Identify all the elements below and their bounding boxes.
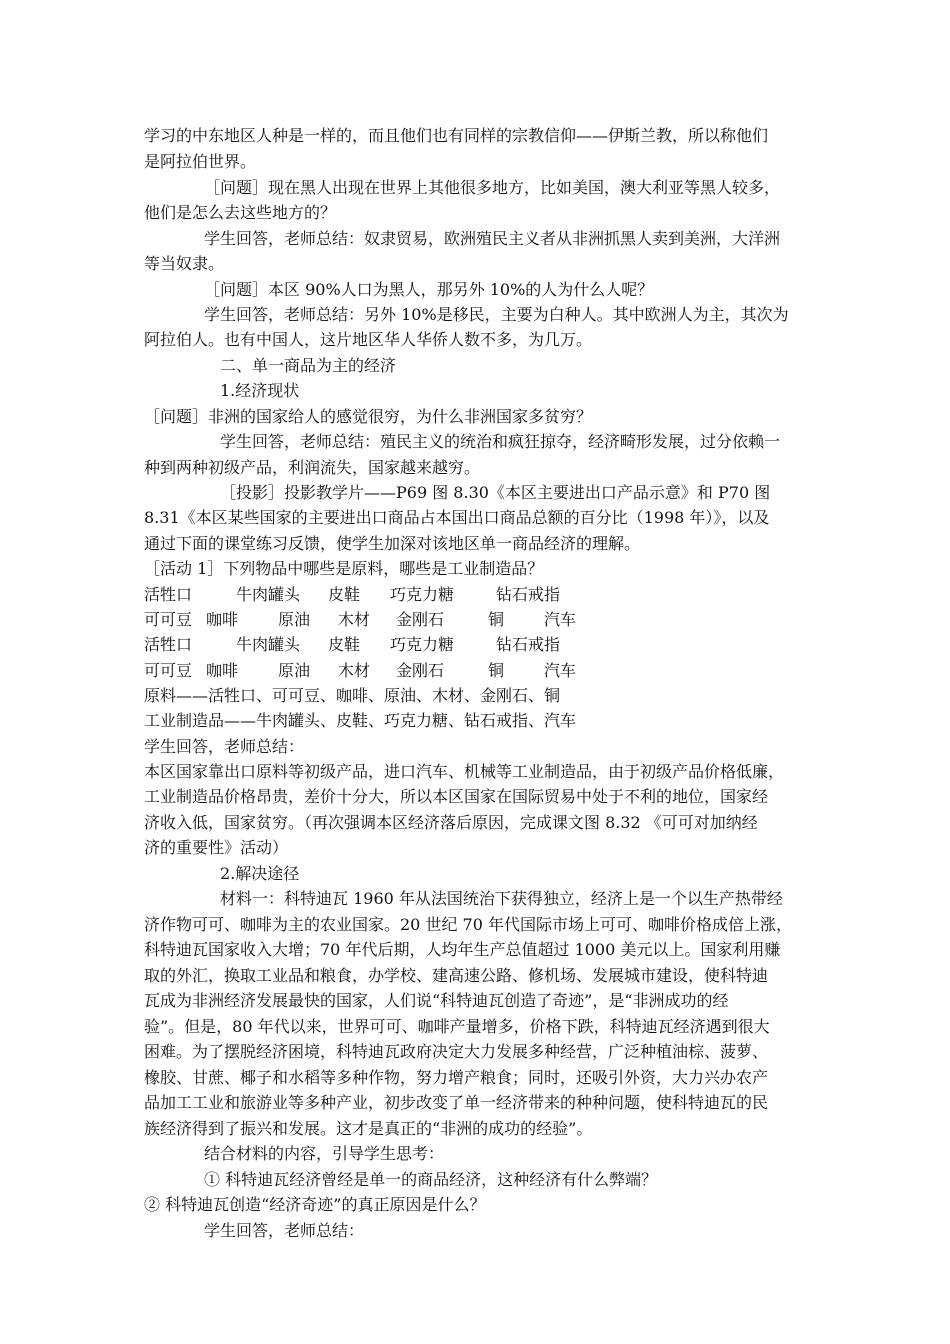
text-line: 学习的中东地区人种是一样的，而且他们也有同样的宗教信仰——伊斯兰教，所以称他们 xyxy=(144,126,769,145)
item-label: 咖啡 xyxy=(206,661,239,680)
item-label: 铜 xyxy=(488,610,505,629)
text-line: 本区国家靠出口原料等初级产品，进口汽车、机械等工业制造品，由于初级产品价格低廉， xyxy=(144,762,785,781)
item-label: 汽车 xyxy=(544,661,577,680)
text-line: 济的重要性》活动） xyxy=(144,838,289,857)
item-label: 木材 xyxy=(338,661,371,680)
text-line: 品加工工业和旅游业等多种产业，初步改变了单一经济带来的种种问题，使科特迪瓦的民 xyxy=(144,1093,769,1112)
item-label: 可可豆 xyxy=(144,610,193,629)
text-line: 是阿拉伯世界。 xyxy=(144,152,257,171)
text-line: 他们是怎么去这些地方的？ xyxy=(144,203,337,222)
item-label: 钻石戒指 xyxy=(496,585,561,604)
text-line: 困难。为了摆脱经济困境，科特迪瓦政府决定大力发展多种经营，广泛种植油棕、菠萝、 xyxy=(144,1042,769,1061)
text-line: ［问题］非洲的国家给人的感觉很穷，为什么非洲国家多贫穷？ xyxy=(144,407,593,426)
text-line: 橡胶、甘蔗、椰子和水稻等多种作物，努力增产粮食；同时，还吸引外资，大力兴办农产 xyxy=(144,1068,769,1087)
text-line: 工业制造品——牛肉罐头、皮鞋、巧克力糖、钻石戒指、汽车 xyxy=(144,711,577,730)
item-label: 皮鞋 xyxy=(328,635,361,654)
item-label: 巧克力糖 xyxy=(390,585,455,604)
text-line: 验”。但是，80 年代以来，世界可可、咖啡产量增多，价格下跌，科特迪瓦经济遇到很大 xyxy=(144,1017,770,1036)
text-line: 济收入低，国家贫穷。（再次强调本区经济落后原因，完成课文图 8.32 《可可对加纳经 xyxy=(144,813,758,832)
item-label: 木材 xyxy=(338,610,371,629)
text-line: ［活动 1］下列物品中哪些是原料，哪些是工业制造品？ xyxy=(144,559,544,578)
subsection-heading: 1.经济现状 xyxy=(220,381,300,400)
item-label: 皮鞋 xyxy=(328,585,361,604)
item-label: 铜 xyxy=(488,661,505,680)
text-line: 材料一：科特迪瓦 1960 年从法国统治下获得独立，经济上是一个以生产热带经 xyxy=(220,889,783,908)
text-line: 学生回答，老师总结：奴隶贸易，欧洲殖民主义者从非洲抓黑人卖到美洲，大洋洲 xyxy=(204,229,781,248)
text-line: 种到两种初级产品，利润流失，国家越来越穷。 xyxy=(144,458,481,477)
item-label: 原油 xyxy=(278,661,311,680)
item-label: 巧克力糖 xyxy=(390,635,455,654)
text-line: ［问题］本区 90%人口为黑人，那另外 10%的人为什么人呢？ xyxy=(204,280,654,299)
item-label: 牛肉罐头 xyxy=(236,585,301,604)
text-line: 学生回答，老师总结： xyxy=(144,737,305,756)
text-line: 阿拉伯人。也有中国人，这片地区华人华侨人数不多，为几万。 xyxy=(144,330,593,349)
item-label: 活牲口 xyxy=(144,585,193,604)
item-label: 汽车 xyxy=(544,610,577,629)
text-line: ［问题］现在黑人出现在世界上其他很多地方，比如美国，澳大利亚等黑人较多， xyxy=(204,178,781,197)
text-line: 取的外汇，换取工业品和粮食，办学校、建高速公路、修机场、发展城市建设，使科特迪 xyxy=(144,966,769,985)
item-label: 金刚石 xyxy=(396,661,445,680)
text-line: 等当奴隶。 xyxy=(144,254,225,273)
text-line: 济作物可可、咖啡为主的农业国家。20 世纪 70 年代国际市场上可可、咖啡价格成倍上涨， xyxy=(144,915,792,934)
item-label: 可可豆 xyxy=(144,661,193,680)
item-label: 金刚石 xyxy=(396,610,445,629)
question-item: ② 科特迪瓦创造“经济奇迹”的真正原因是什么？ xyxy=(144,1195,486,1214)
item-label: 钻石戒指 xyxy=(496,635,561,654)
text-line: 原料——活牲口、可可豆、咖啡、原油、木材、金刚石、铜 xyxy=(144,686,561,705)
text-line: 学生回答，老师总结： xyxy=(204,1221,365,1240)
item-label: 原油 xyxy=(278,610,311,629)
text-line: 结合材料的内容，引导学生思考： xyxy=(204,1144,445,1163)
item-label: 牛肉罐头 xyxy=(236,635,301,654)
text-line: 工业制造品价格昂贵，差价十分大，所以本区国家在国际贸易中处于不利的地位，国家经 xyxy=(144,787,769,806)
text-line: 学生回答，老师总结：殖民主义的统治和疯狂掠夺，经济畸形发展，过分依赖一 xyxy=(220,432,781,451)
text-line: 族经济得到了振兴和发展。这才是真正的“非洲的成功的经验”。 xyxy=(144,1119,593,1138)
text-line: 8.31《本区某些国家的主要进出口商品占本国出口商品总额的百分比（1998 年）》，以及 xyxy=(144,508,770,527)
text-line: 瓦成为非洲经济发展最快的国家，人们说“科特迪瓦创造了奇迹”，是“非洲成功的经 xyxy=(144,991,729,1010)
text-line: 通过下面的课堂练习反馈，使学生加深对该地区单一商品经济的理解。 xyxy=(144,534,641,553)
section-heading: 二、单一商品为主的经济 xyxy=(220,356,397,375)
subsection-heading: 2.解决途径 xyxy=(220,864,300,883)
text-line: 学生回答，老师总结：另外 10%是移民，主要为白种人。其中欧洲人为主，其次为 xyxy=(204,305,789,324)
question-item: ① 科特迪瓦经济曾经是单一的商品经济，这种经济有什么弊端？ xyxy=(204,1170,658,1189)
item-label: 活牲口 xyxy=(144,635,193,654)
text-line: ［投影］投影教学片——P69 图 8.30《本区主要进出口产品示意》和 P70 图 xyxy=(220,483,771,502)
item-label: 咖啡 xyxy=(206,610,239,629)
text-line: 科特迪瓦国家收入大增；70 年代后期，人均年生产总值超过 1000 美元以上。国家利用赚 xyxy=(144,940,781,959)
